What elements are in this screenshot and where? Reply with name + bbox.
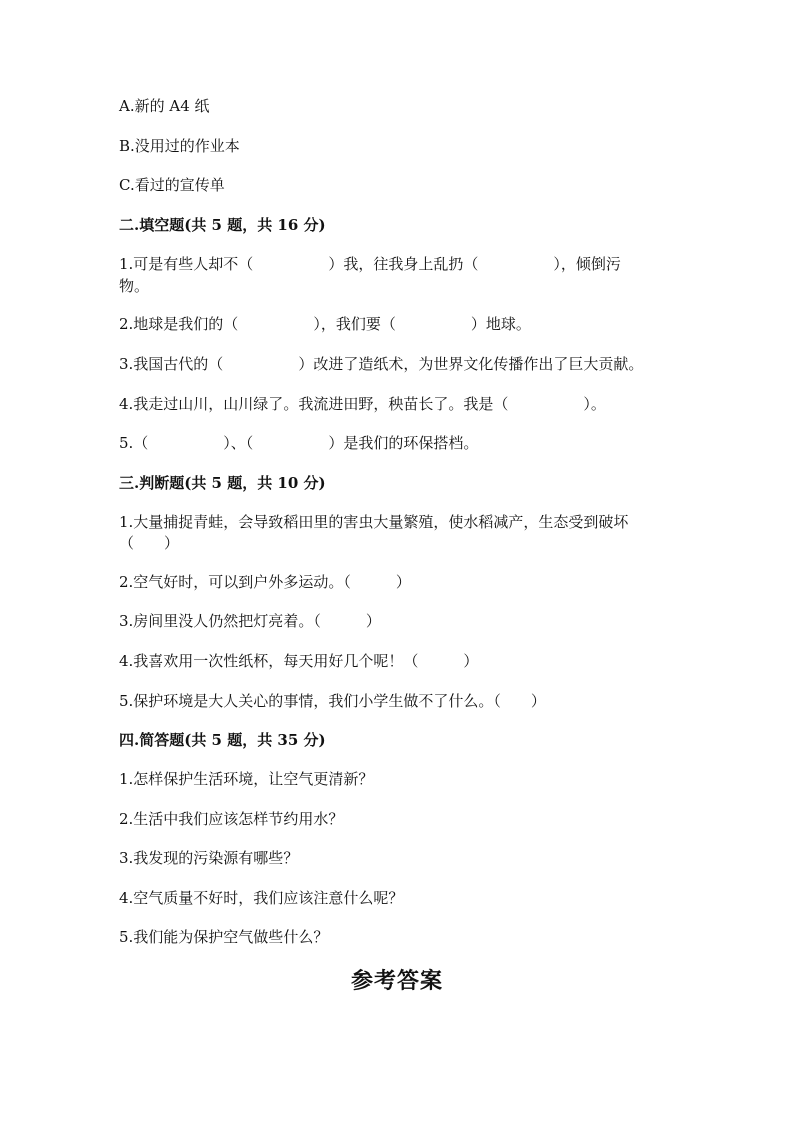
fill-blank-question-3: 3.我国古代的（ ）改进了造纸术，为世界文化传播作出了巨大贡献。 — [119, 355, 644, 373]
fill-blank-question-5: 5.（ ）、（ ）是我们的环保搭档。 — [119, 434, 479, 452]
short-answer-question-3: 3.我发现的污染源有哪些？ — [119, 849, 299, 867]
fill-blank-question-1: 1.可是有些人却不（ ）我，往我身上乱扔（ ），倾倒污 — [119, 255, 621, 273]
true-false-question-5: 5.保护环境是大人关心的事情，我们小学生做不了什么。（ ） — [119, 692, 546, 710]
true-false-question-4: 4.我喜欢用一次性纸杯，每天用好几个呢！（ ） — [119, 652, 479, 670]
option-b: B.没用过的作业本 — [119, 137, 240, 155]
section-heading-fill-blank: 二.填空题(共 5 题，共 16 分) — [119, 216, 326, 234]
answer-section-title: 参考答案 — [350, 968, 443, 994]
true-false-question-3: 3.房间里没人仍然把灯亮着。（ ） — [119, 612, 381, 630]
short-answer-question-4: 4.空气质量不好时，我们应该注意什么呢？ — [119, 889, 404, 907]
short-answer-question-2: 2.生活中我们应该怎样节约用水？ — [119, 810, 344, 828]
short-answer-question-1: 1.怎样保护生活环境，让空气更清新？ — [119, 770, 374, 788]
true-false-question-1-continued: （ ） — [119, 534, 180, 552]
option-c: C.看过的宣传单 — [119, 176, 225, 194]
true-false-question-1: 1.大量捕捉青蛙，会导致稻田里的害虫大量繁殖，使水稻减产，生态受到破坏 — [119, 513, 629, 531]
fill-blank-question-4: 4.我走过山川，山川绿了。我流进田野，秧苗长了。我是（ ）。 — [119, 395, 606, 413]
section-heading-true-false: 三.判断题(共 5 题，共 10 分) — [119, 474, 326, 492]
true-false-question-2: 2.空气好时，可以到户外多运动。（ ） — [119, 573, 411, 591]
fill-blank-question-1-continued: 物。 — [119, 277, 150, 295]
short-answer-question-5: 5.我们能为保护空气做些什么？ — [119, 928, 329, 946]
fill-blank-question-2: 2.地球是我们的（ ），我们要（ ）地球。 — [119, 315, 531, 333]
section-heading-short-answer: 四.简答题(共 5 题，共 35 分) — [119, 731, 326, 749]
option-a: A.新的 A4 纸 — [119, 97, 210, 115]
